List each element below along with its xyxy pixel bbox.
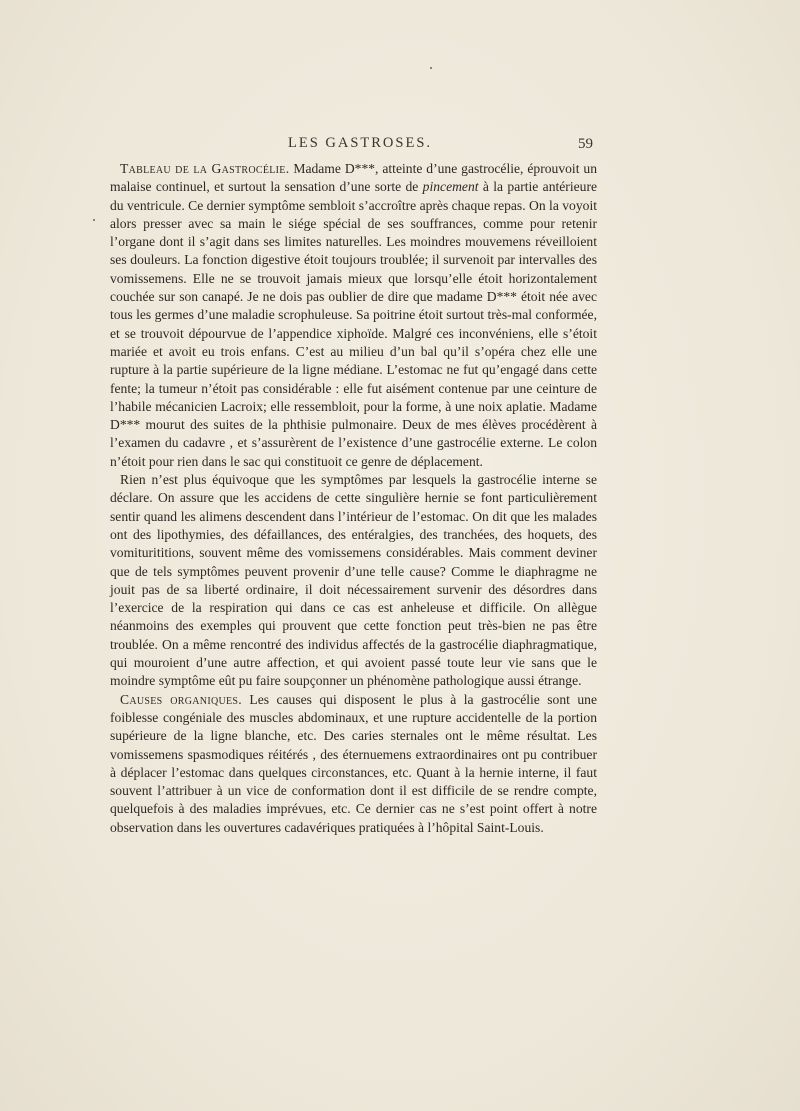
paragraph-text: Les causes qui disposent le plus à la gastrocélie sont une foiblesse congéniale des muscles abdominaux, et une rupture accidentelle de la portion supérieure de la ligne blanche, etc. Des caries sternales ont le même résultat. Les vomissemens spasmodiques réitérés , des éternuemens extraordinaires ont pu contribuer à déplacer l’estomac dans quelques circonstances, etc. Quant à la hernie interne, il faut souvent l’attribuer à un vice de conformation dont il est difficile de se rendre compte, quelquefois à des maladies imprévues, etc. Ce dernier cas ne s’est point offert à notre observation dans les ouvertures cadavériques pratiquées à l’hôpital Saint-Louis.	[110, 691, 597, 835]
paragraph-tableau	[110, 160, 597, 471]
page-number: 59	[578, 136, 593, 152]
paragraph-text: Madame D***, atteinte d’une gastrocélie, éprouvoit un malaise continuel, et surtout la sensation d’une sorte de	[110, 161, 597, 195]
paragraph-text: Rien n’est plus équivoque que les symptômes par lesquels la gastrocélie interne se déclare. On assure que les accidens de cette singulière hernie se font particulièrement sentir quand les alimens descendent dans l’intérieur de l’estomac. On dit que les malades ont des lipothymies, des défaillances, des entéralgies, des tranchées, des hoquets, des vomiturititions, souvent même des vomissemens considérables. Mais comment deviner que de tels symptômes peuvent provenir d’une telle cause? Comme le diaphragme ne jouit pas de sa liberté ordinaire, il doit nécessairement survenir des désordres dans l’exercice de la respiration qui dans ce cas est anheleuse et difficile. On allègue néanmoins des exemples qui prouvent que cette fonction peut très-bien ne pas être troublée. On a même rencontré des individus affectés de la gastrocélie diaphragmatique, qui mouroient d’une autre affection, et qui avoient passé toute leur vie sans que le moindre symptôme eût pu faire soupçonner un phénomène pathologique aussi étrange.	[110, 472, 597, 689]
section-heading-causes: Causes organiques.	[120, 691, 242, 707]
body-text	[110, 160, 597, 837]
running-title: LES GASTROSES.	[287, 135, 433, 151]
paragraph-text: à la partie antérieure du ventricule. Ce dernier symptôme sembloit s’accroître après chaque repas. On la voyoit alors presser avec sa main le siége spécial de ses souffrances, comme pour retenir l’organe dont il s’agit dans ses limites naturelles. Les moindres mouvemens réveilloient ses douleurs. La fonction digestive étoit toujours troublée; il survenoit par intervalles des vomissemens. Elle ne se trouvoit jamais mieux que lorsqu’elle étoit horizontalement couchée sur son canapé. Je ne dois pas oublier de dire que madame D*** étoit née avec tous les germes d’une maladie scrophuleuse. Sa poitrine étoit surtout très-mal conformée, et se trouvoit dépourvue de l’appendice xiphoïde. Malgré ces inconvéniens, elle s’étoit mariée et avoit eu trois enfans. C’est au milieu d’un bal qu’il s’opéra chez elle une rupture à la partie supérieure de la ligne médiane. L’estomac ne fut qu’engagé dans cette fente; la tumeur n’étoit pas considérable : elle fut aisément contenue par une ceinture de l’habile mécanicien Lacroix; elle ressembloit, pour la forme, à une noix aplatie. Madame D*** mourut des suites de la phthisie pulmonaire. Deux de mes élèves procédèrent à l’examen du cadavre , et s’assurèrent de l’existence d’une gastrocélie externe. Le colon n’étoit pour rien dans le sac qui constituoit ce genre de déplacement.	[110, 179, 598, 469]
paragraph-symptomes	[110, 471, 597, 691]
paper-speck	[430, 67, 432, 69]
paper-speck	[93, 219, 95, 221]
paragraph-causes	[110, 691, 597, 837]
section-heading-tableau: Tableau de la Gastrocélie.	[120, 161, 290, 176]
emphasized-term: pincement	[422, 179, 479, 195]
running-header	[0, 135, 800, 157]
